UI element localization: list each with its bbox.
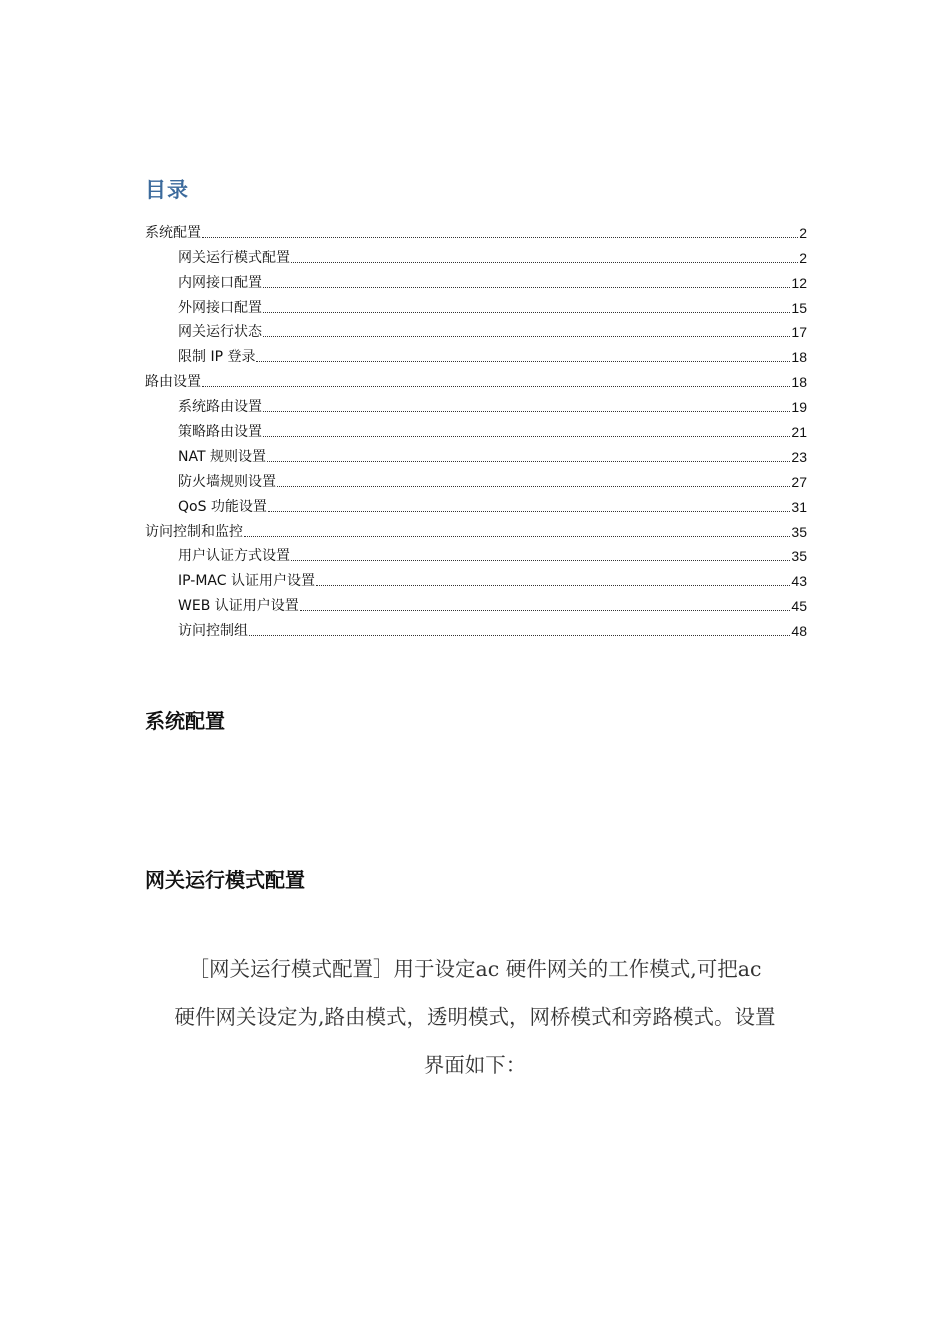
toc-entry[interactable]	[145, 392, 807, 417]
toc-entry-label: IP-MAC 认证用户设置	[178, 573, 315, 590]
toc-entry[interactable]	[145, 616, 807, 641]
toc-dot-leader	[244, 536, 790, 537]
toc-entry-page-number: 35	[791, 523, 807, 540]
toc-entry-label: 限制 IP 登录	[178, 349, 256, 366]
toc-entry-page-number: 27	[791, 473, 807, 490]
toc-entry-label: 防火墙规则设置	[178, 473, 276, 490]
toc-entry[interactable]	[145, 492, 807, 517]
toc-dot-leader	[263, 411, 790, 412]
toc-entry-label: 用户认证方式设置	[178, 548, 290, 565]
toc-entry[interactable]	[145, 367, 807, 392]
toc-dot-leader	[291, 560, 790, 561]
toc-dot-leader	[202, 237, 798, 238]
toc-entry[interactable]	[145, 268, 807, 293]
paragraph-line: 界面如下：	[423, 1053, 527, 1077]
toc-dot-leader	[291, 262, 798, 263]
toc-entry[interactable]	[145, 293, 807, 318]
toc-entry-page-number: 12	[791, 274, 807, 291]
toc-dot-leader	[268, 511, 791, 512]
toc-entry-page-number: 48	[791, 623, 807, 640]
toc-entry-label: 网关运行模式配置	[178, 249, 290, 266]
toc-entry-page-number: 43	[791, 573, 807, 590]
toc-dot-leader	[249, 635, 790, 636]
toc-entry-page-number: 23	[791, 448, 807, 465]
toc-entry-label: 访问控制组	[178, 623, 248, 640]
paragraph-line: 硬件网关设定为,路由模式，透明模式，网桥模式和旁路模式。设置	[174, 1005, 776, 1029]
toc-entry[interactable]	[145, 542, 807, 567]
toc-entry[interactable]	[145, 442, 807, 467]
toc-dot-leader	[256, 361, 790, 362]
toc-dot-leader	[277, 486, 790, 487]
toc-entry-page-number: 18	[791, 349, 807, 366]
toc-entry-label: NAT 规则设置	[178, 448, 266, 465]
toc-dot-leader	[263, 312, 790, 313]
toc-entry[interactable]	[145, 218, 807, 243]
gateway-mode-paragraph	[140, 945, 810, 1089]
toc-entry-label: 网关运行状态	[178, 324, 262, 341]
toc-entry-label: 访问控制和监控	[145, 523, 243, 540]
toc-dot-leader	[300, 610, 791, 611]
toc-entry-label: QoS 功能设置	[178, 498, 267, 515]
toc-entry-label: 内网接口配置	[178, 274, 262, 291]
toc-entry[interactable]	[145, 318, 807, 343]
toc-entry-label: 路由设置	[145, 374, 201, 391]
toc-dot-leader	[263, 436, 790, 437]
toc-dot-leader	[263, 287, 790, 288]
toc-entry-page-number: 18	[791, 374, 807, 391]
toc-dot-leader	[263, 336, 790, 337]
toc-entry-page-number: 2	[799, 224, 807, 241]
toc-entry-label: WEB 认证用户设置	[178, 598, 299, 615]
toc-entry[interactable]	[145, 467, 807, 492]
toc-entry-page-number: 2	[799, 249, 807, 266]
toc-entry[interactable]	[145, 517, 807, 542]
table-of-contents	[145, 218, 807, 641]
toc-entry[interactable]	[145, 591, 807, 616]
toc-entry-page-number: 45	[791, 598, 807, 615]
toc-entry-page-number: 21	[791, 424, 807, 441]
toc-entry-label: 系统路由设置	[178, 399, 262, 416]
toc-entry-page-number: 17	[791, 324, 807, 341]
section-heading-gateway-mode: 网关运行模式配置	[145, 868, 305, 892]
toc-entry-page-number: 35	[791, 548, 807, 565]
section-heading-system-config: 系统配置	[145, 709, 225, 733]
toc-entry-page-number: 15	[791, 299, 807, 316]
toc-entry[interactable]	[145, 243, 807, 268]
toc-entry-label: 策略路由设置	[178, 424, 262, 441]
toc-entry-label: 外网接口配置	[178, 299, 262, 316]
toc-entry[interactable]	[145, 342, 807, 367]
toc-dot-leader	[316, 585, 790, 586]
toc-entry-page-number: 31	[791, 498, 807, 515]
toc-entry-label: 系统配置	[145, 224, 201, 241]
toc-entry-page-number: 19	[791, 399, 807, 416]
toc-entry[interactable]	[145, 417, 807, 442]
paragraph-line: ［网关运行模式配置］用于设定ac 硬件网关的工作模式,可把ac	[188, 957, 762, 981]
toc-dot-leader	[267, 461, 790, 462]
toc-dot-leader	[202, 386, 790, 387]
toc-entry[interactable]	[145, 566, 807, 591]
toc-title: 目录	[145, 177, 189, 202]
